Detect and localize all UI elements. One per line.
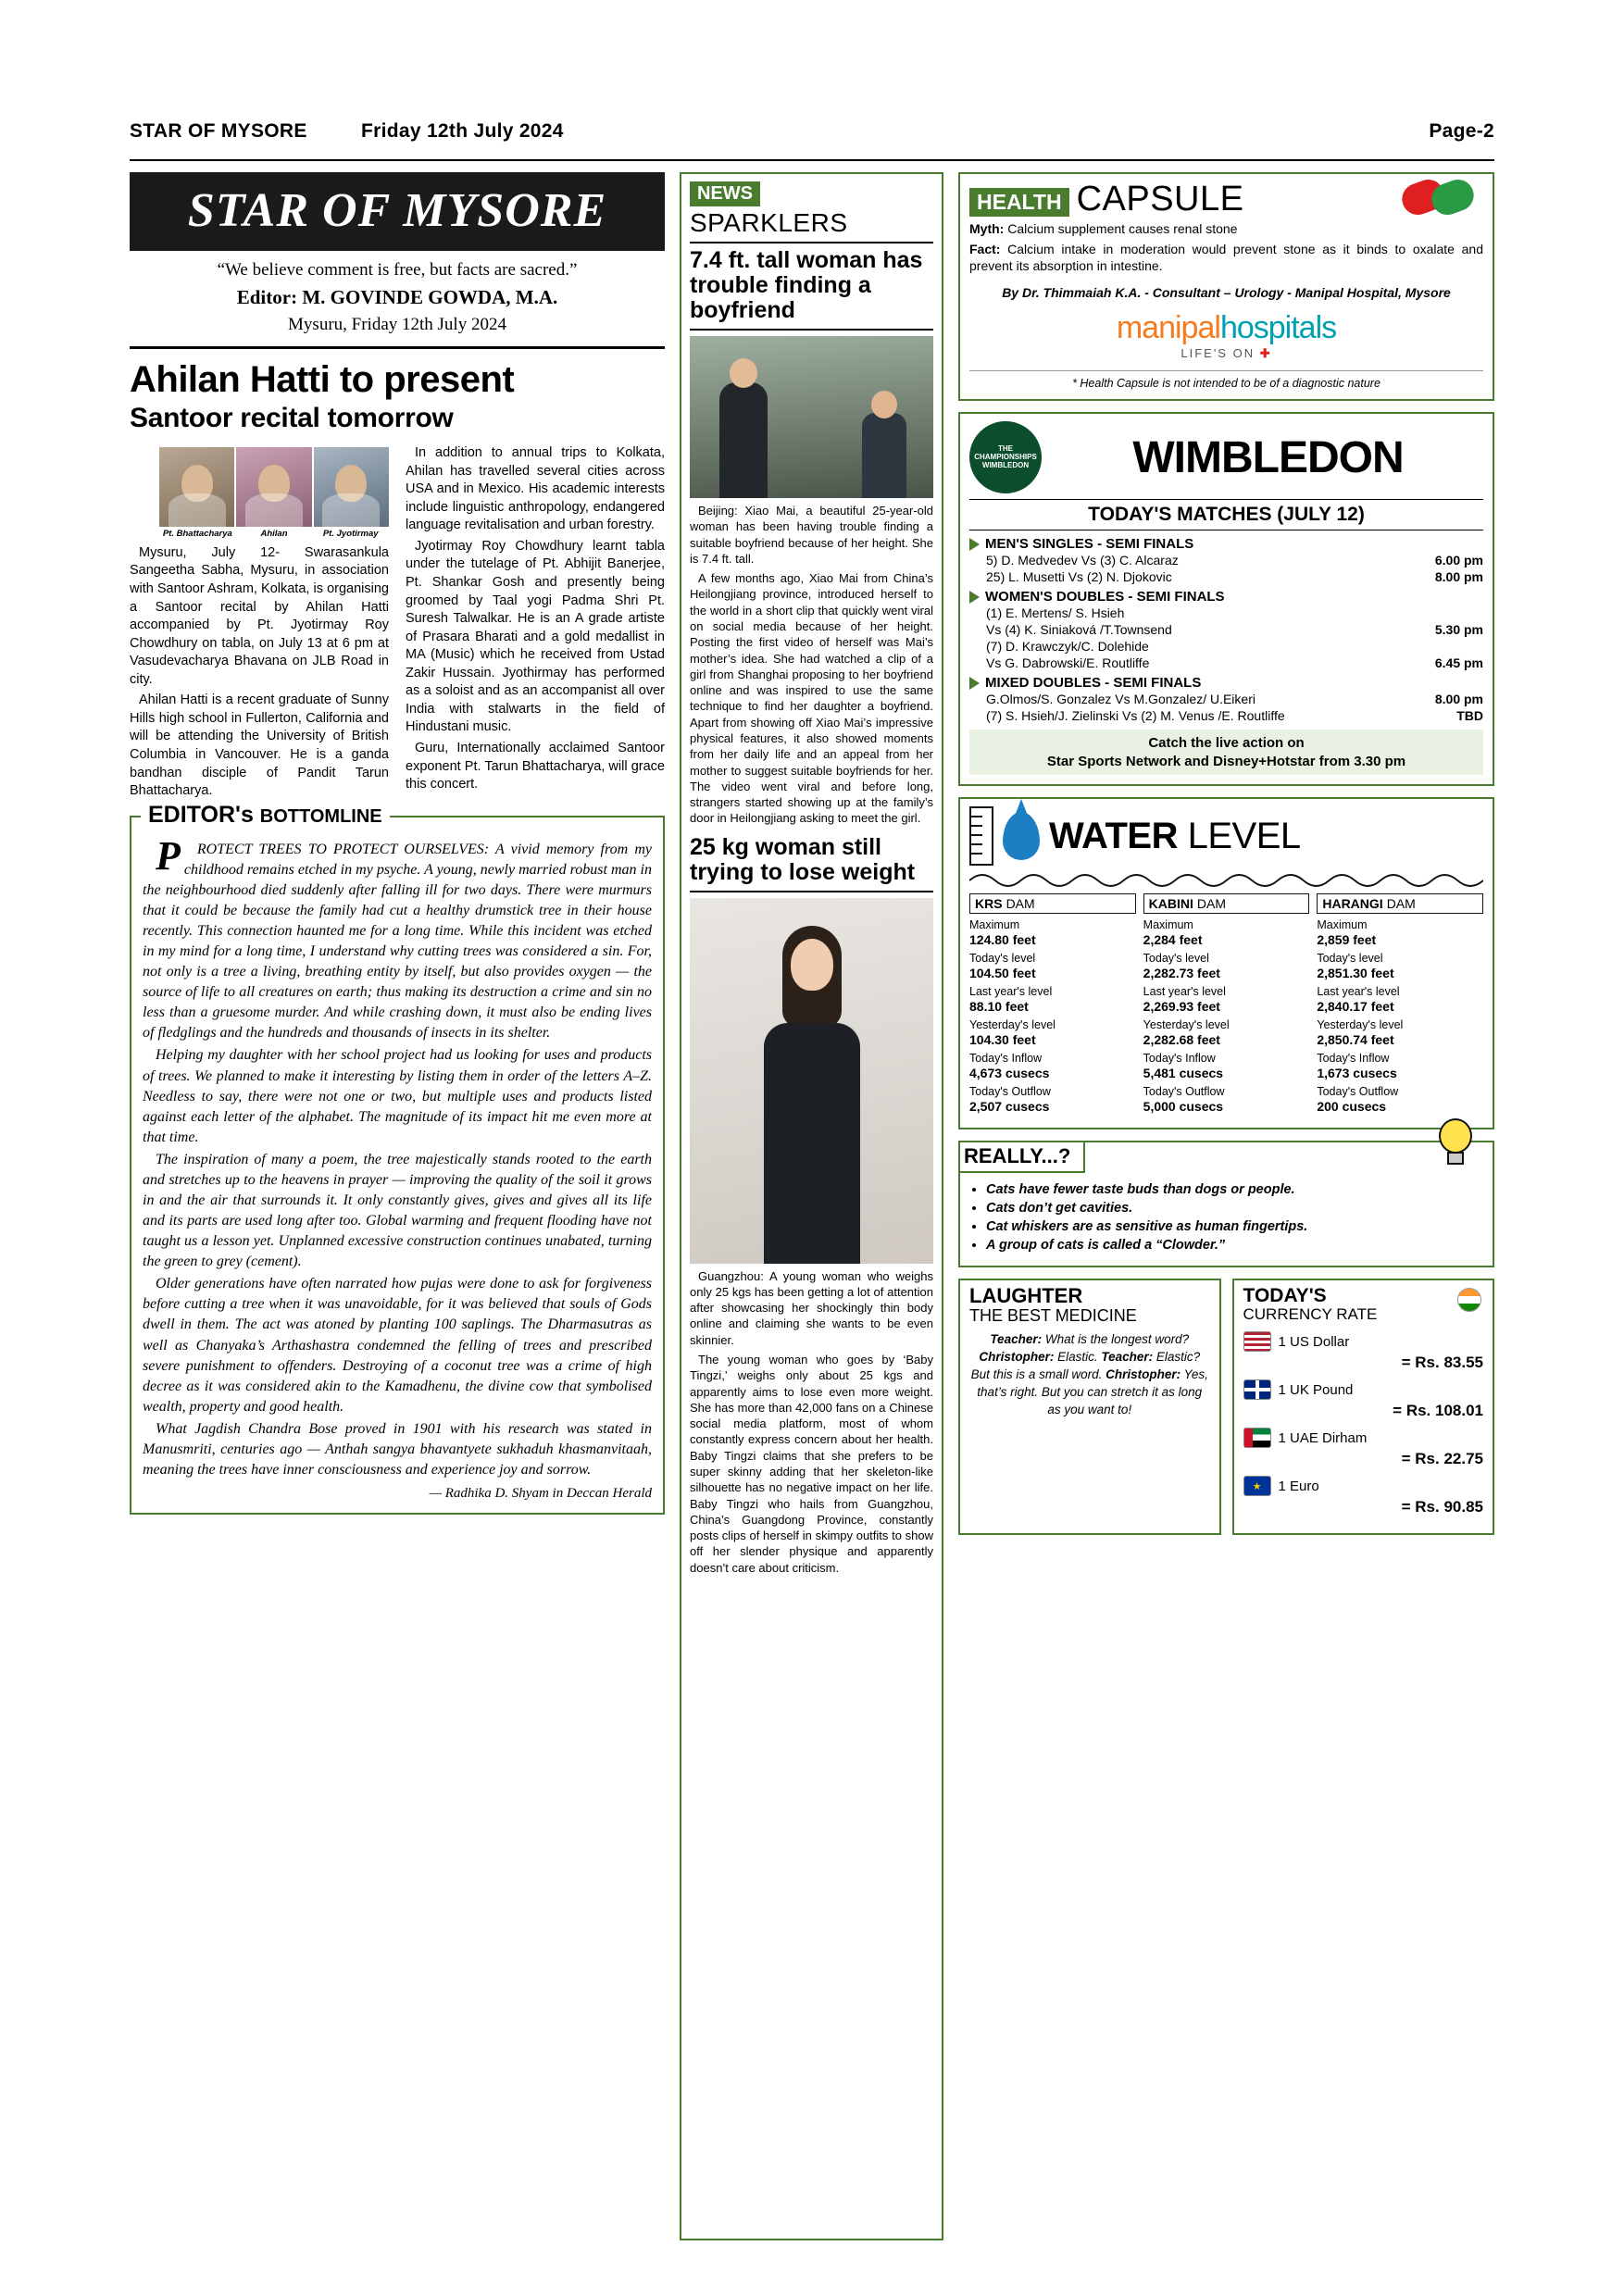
really-panel xyxy=(958,1141,1494,1267)
news-sparklers-subtitle: SPARKLERS xyxy=(690,208,848,237)
joke-speaker: Teacher: xyxy=(990,1332,1043,1347)
dam-label: Today's level xyxy=(1143,952,1209,966)
joke-line: Yes, that’s right. But you can stretch it as long as you want to! xyxy=(977,1367,1208,1417)
lead-photo-captions xyxy=(159,529,389,541)
dam-value: 2,269.93 feet xyxy=(1143,999,1220,1015)
currency-value: = Rs. 22.75 xyxy=(1401,1450,1483,1468)
dam-value: 2,850.74 feet xyxy=(1317,1032,1394,1048)
dam-name-light: DAM xyxy=(1006,896,1035,912)
photo-caption: Ahilan xyxy=(260,529,288,539)
currency-row xyxy=(1243,1428,1484,1448)
bottomline-paragraph: Helping my daughter with her school project had us looking for uses and products of trees. We planned to make it interesting by listing them in order of the letters A–Z. Needless to say, there were not one or two, but multiple uses and products listed against each letter of the alphabet. The magnitude of its impact hit me even more at that time. xyxy=(143,1047,652,1145)
sparkler-paragraph: Guangzhou: A young woman who weighs only 25 kgs has been getting a lot of attention after showcasing her shockingly thin body online and claiming she wants to be even skinnier. xyxy=(690,1268,933,1347)
column-right xyxy=(958,172,1494,2240)
joke-text xyxy=(969,1331,1210,1418)
dam-label: Today's Inflow xyxy=(969,1052,1043,1066)
dam-card xyxy=(1317,893,1483,1118)
wimbledon-footer-line: Catch the live action on xyxy=(1148,735,1305,752)
match-row xyxy=(969,691,1483,707)
wimbledon-logo-icon: THE CHAMPIONSHIPS WIMBLEDON xyxy=(969,421,1042,493)
sparkler-story-1-body xyxy=(690,503,933,827)
really-item: • Cats don’t get cavities. xyxy=(986,1201,1483,1216)
photo-caption: Pt. Jyotirmay xyxy=(322,529,379,539)
joke-line: Elastic. xyxy=(1054,1350,1098,1365)
masthead-divider xyxy=(130,346,665,349)
pill-capsule-icon xyxy=(1402,180,1483,217)
wimbledon-section xyxy=(969,675,1483,724)
lead-photo-group xyxy=(159,447,389,541)
wimbledon-footer-line: Star Sports Network and Disney+Hotstar from 3.30 pm xyxy=(1046,753,1406,769)
header-divider xyxy=(130,159,1494,161)
bottomline-title xyxy=(141,802,390,829)
currency-value: = Rs. 83.55 xyxy=(1401,1354,1483,1372)
logo-tagline: LIFE'S ON xyxy=(1181,346,1255,361)
health-byline: By Dr. Thimmaiah K.A. - Consultant – Urology - Manipal Hospital, Mysore xyxy=(1002,284,1451,300)
health-capsule-header xyxy=(969,180,1483,217)
wimbledon-today-heading: TODAY'S MATCHES (JULY 12) xyxy=(969,499,1483,530)
dam-value: 104.30 feet xyxy=(969,1032,1036,1048)
health-capsule-panel xyxy=(958,172,1494,401)
dam-label: Today's Outflow xyxy=(1143,1085,1225,1099)
match-text: 25) L. Musetti Vs (2) N. Djokovic xyxy=(986,569,1172,585)
match-text: G.Olmos/S. Gonzalez Vs M.Gonzalez/ U.Eikeri xyxy=(986,692,1255,707)
bottomline-title-bold: EDITOR's xyxy=(148,801,254,828)
dam-card xyxy=(969,893,1136,1118)
dam-value: 1,673 cusecs xyxy=(1317,1066,1397,1081)
editors-bottomline xyxy=(130,801,665,1515)
dam-card xyxy=(1143,893,1310,1118)
lead-paragraph: In addition to annual trips to Kolkata, Ahilan has travelled several cities across USA and in Mexico. His academic interests include linguistic anthropology, endangered language revitalisation and urban forestry. xyxy=(406,445,665,533)
dam-label: Today's Outflow xyxy=(1317,1085,1399,1099)
match-row xyxy=(969,638,1483,655)
match-time: 8.00 pm xyxy=(1434,692,1483,707)
dam-label: Last year's level xyxy=(1317,985,1400,999)
water-drop-icon xyxy=(1003,812,1040,860)
laughter-subtitle: THE BEST MEDICINE xyxy=(969,1306,1137,1326)
lead-body xyxy=(130,444,665,801)
health-fact xyxy=(969,241,1483,274)
dam-list xyxy=(969,893,1483,1118)
really-list xyxy=(986,1182,1483,1253)
dam-name-bold: KRS xyxy=(975,896,1003,912)
water-level-panel xyxy=(958,797,1494,1129)
currency-row xyxy=(1243,1476,1484,1496)
health-fact-label: Fact: xyxy=(969,242,1001,257)
eu-flag-icon xyxy=(1243,1476,1271,1496)
match-time: 5.30 pm xyxy=(1434,622,1483,638)
laughter-panel xyxy=(958,1279,1221,1535)
wimbledon-section-title xyxy=(969,675,1483,691)
dam-name xyxy=(969,893,1136,914)
medical-cross-icon: ✚ xyxy=(1259,346,1272,361)
laughter-title: LAUGHTER xyxy=(969,1284,1083,1308)
content-columns xyxy=(130,172,1494,2240)
lead-paragraph: Guru, Internationally acclaimed Santoor exponent Pt. Tarun Bhattacharya, will grace this concert. xyxy=(406,741,665,792)
portrait-photo xyxy=(314,447,389,527)
dam-value: 88.10 feet xyxy=(969,999,1029,1015)
joke-speaker: Christopher: xyxy=(979,1350,1055,1365)
match-text: Vs G. Dabrowski/E. Routliffe xyxy=(986,655,1150,671)
dam-value: 2,282.73 feet xyxy=(1143,966,1220,981)
bottomline-body xyxy=(143,832,652,1504)
section-label: MIXED DOUBLES - SEMI FINALS xyxy=(985,675,1202,692)
lead-headline: Ahilan Hatti to present xyxy=(130,359,515,400)
sparkler-paragraph: The young woman who goes by ‘Baby Tingzi,’ weighs only about 25 kgs and apparently aims to lose even more weight. She has more than 42,000 fans on a Chinese social media platform, most of whom constantly express concern about her health. Baby Tingzi claims that she prefers to be super skinny adding that her skeleton-like silhouette has no negative impact on her life. Baby Tingzi who hails from Guangzhou, China’s Guangdong Province, constantly posts clips of herself in skimpy outfits to show off her slender physique and apparently doesn’t care about criticism. xyxy=(690,1353,933,1575)
sparkler-paragraph: Beijing: Xiao Mai, a beautiful 25-year-old woman has been having trouble finding a suitable boyfriend because of her height. She is 7.4 ft. tall. xyxy=(690,504,933,566)
match-text: Vs (4) K. Siniaková /T.Townsend xyxy=(986,622,1172,638)
masthead-place: Mysuru, Friday 12th July 2024 xyxy=(288,315,506,334)
column-left xyxy=(130,172,665,2240)
sparkler-story-2-body xyxy=(690,1268,933,1576)
dam-value: 2,507 cusecs xyxy=(969,1099,1050,1115)
water-level-header xyxy=(969,806,1483,866)
arrow-icon xyxy=(969,538,980,551)
page-header xyxy=(130,120,1494,143)
match-text: 5) D. Medvedev Vs (3) C. Alcaraz xyxy=(986,553,1179,568)
section-label: MEN'S SINGLES - SEMI FINALS xyxy=(985,536,1194,553)
dam-name xyxy=(1143,893,1310,914)
wimbledon-section-title xyxy=(969,589,1483,605)
measuring-scale-icon xyxy=(969,806,993,866)
wave-decoration xyxy=(969,867,1483,888)
really-item: • Cats have fewer taste buds than dogs or people. xyxy=(986,1182,1483,1197)
dam-label: Last year's level xyxy=(1143,985,1226,999)
masthead xyxy=(130,172,665,251)
lead-paragraph: Mysuru, July 12- Swarasankula Sangeetha Sabha, Mysuru, in association with Santoor Ashram, Kolkata, is organising a Santoor recital by Ahilan Hatti accompanied by Pt. Jyotirmay Roy Chowdhury on tabla, on July 13 at 6 pm at Vasudevacharya Bhavana on JLB Road in city. xyxy=(130,544,389,687)
masthead-title: STAR OF MYSORE xyxy=(187,184,607,237)
joke-line: What is the longest word? xyxy=(1042,1332,1190,1347)
match-text: (7) S. Hsieh/J. Zielinski Vs (2) M. Venus /E. Routliffe xyxy=(986,708,1285,724)
bottomline-paragraph: What Jagdish Chandra Bose proved in 1901 with his research was stated in Manusmriti, centuries ago — Anthah sangya bhavantyete sukhaduh khasmanvitaah, meaning the trees have inner consciousness and experience joy and sorrow. xyxy=(143,1420,652,1479)
currency-row xyxy=(1243,1379,1484,1400)
match-time xyxy=(1417,639,1483,654)
arrow-icon xyxy=(969,677,980,690)
joke-speaker: Teacher: xyxy=(1101,1350,1154,1365)
column-middle xyxy=(680,172,943,2240)
health-disclaimer: * Health Capsule is not intended to be of a diagnostic nature xyxy=(969,370,1483,390)
currency-name: 1 UAE Dirham xyxy=(1278,1429,1368,1446)
header-paper-name: STAR OF MYSORE xyxy=(130,120,307,142)
currency-title: TODAY'S xyxy=(1243,1285,1327,1307)
dam-label: Yesterday's level xyxy=(1317,1018,1404,1032)
health-myth-text: Calcium supplement causes renal stone xyxy=(1007,221,1238,236)
currency-value: = Rs. 90.85 xyxy=(1401,1498,1483,1516)
match-row xyxy=(969,655,1483,671)
dam-label: Today's Inflow xyxy=(1143,1052,1216,1066)
bottomline-paragraph: The inspiration of many a poem, the tree majestically stands rooted to the earth and stretches up to the heavens in prayer — improving the quality of the soil it grows in and the air that surrounds it. It only constantly gives, gives and gives all its life and its parts are used long after too. Global warming and frequent flooding have not taught us a lesson yet. Unplanned excessive construction continues unabated, turning the green to grey (cement). xyxy=(143,1151,652,1270)
health-myth-label: Myth: xyxy=(969,221,1005,236)
news-sparklers-panel xyxy=(680,172,943,2240)
currency-row xyxy=(1243,1331,1484,1352)
wimbledon-panel xyxy=(958,412,1494,786)
dam-name xyxy=(1317,893,1483,914)
dam-value: 5,000 cusecs xyxy=(1143,1099,1224,1115)
dam-value: 2,282.68 feet xyxy=(1143,1032,1220,1048)
uk-flag-icon xyxy=(1243,1379,1271,1400)
logo-text-hospitals: hospitals xyxy=(1219,310,1337,346)
dam-label: Today's Outflow xyxy=(969,1085,1051,1099)
dam-label: Yesterday's level xyxy=(969,1018,1056,1032)
sparkler-paragraph: A few months ago, Xiao Mai from China’s Heilongjiang province, introduced herself to the world in a short clip that quickly went viral on social media because of her height. Posting the first video of herself was Mai’s mother’s idea. She had watched a clip of a girl from Shanghai proposing to her boyfriend online and was inspired to use the same technique to find her daughter a boyfriend. Apart from showing off Xiao Mai’s impressive physical features, it also showed moments from her daily life and an appeal from her mother to suggest suitable boyfriends for her. The video went viral and before long, strangers started showing up at the family’s door in Heilongjiang asking to meet the girl. xyxy=(690,571,933,826)
health-myth xyxy=(969,220,1483,237)
wimbledon-section xyxy=(969,536,1483,585)
health-fact-text: Calcium intake in moderation would prevent stone as it binds to oxalate and prevent its absorption in intestine. xyxy=(969,242,1483,274)
dam-label: Today's level xyxy=(1317,952,1383,966)
lead-subhead: Santoor recital tomorrow xyxy=(130,403,454,433)
masthead-editor: Editor: M. GOVINDE GOWDA, M.A. xyxy=(236,286,558,308)
bottomline-paragraph: Older generations have often narrated how pujas were done to ask for forgiveness before cutting a tree when it was unavoidable, for it was believed that souls of Gods dwell in them. The act was atoned by planting 100 saplings. The Dharmasutras as well as Chanyaka’s Arthashastra condemned the felling of trees and prescribed severe punishment to offenders. Destroying of a coconut tree was a crime of high decree as it was considered akin to the Kamadhenu, the divine cow that symbolised wealth, property and good health. xyxy=(143,1276,652,1415)
bottom-panels xyxy=(958,1279,1494,1535)
wimbledon-title: WIMBLEDON xyxy=(1132,432,1404,482)
match-time: 6.00 pm xyxy=(1434,553,1483,568)
dam-value: 2,859 feet xyxy=(1317,932,1377,948)
dam-label: Yesterday's level xyxy=(1143,1018,1230,1032)
dam-name-light: DAM xyxy=(1196,896,1227,912)
us-flag-icon xyxy=(1243,1331,1271,1352)
dam-name-bold: KABINI xyxy=(1148,896,1193,912)
dam-label: Today's level xyxy=(969,952,1036,966)
arrow-icon xyxy=(969,591,980,604)
portrait-photo xyxy=(236,447,311,527)
bottomline-paragraph: PROTECT TREES TO PROTECT OURSELVES: A vivid memory from my childhood remains etched in my psyche. A young, newly married robust man in the neighbourhood died suddenly after falling ill for two days. There were murmurs that it could be because the family had cut a healthy drumstick tree in their house recently. This connection haunted me for a long time. While this incident was etched in my mind for a long time, I understand why cutting trees was considered a sin. For, not only is a tree a living, breathing entity by itself, but also provides oxygen — the source of life to all creatures on earth; thus making its destruction a crime and sin no less than a gruesome murder. And while crashing down, it must also be ending lives of fledglings and the hundreds and thousands of insects in its shelter. xyxy=(143,832,652,1042)
health-tab: HEALTH xyxy=(969,188,1069,217)
currency-value: = Rs. 108.01 xyxy=(1393,1402,1483,1420)
dam-value: 2,284 feet xyxy=(1143,932,1203,948)
currency-panel xyxy=(1232,1279,1495,1535)
dam-value: 4,673 cusecs xyxy=(969,1066,1050,1081)
masthead-motto: “We believe comment is free, but facts are sacred.” xyxy=(217,260,578,280)
section-label: WOMEN'S DOUBLES - SEMI FINALS xyxy=(985,589,1225,605)
dam-label: Maximum xyxy=(1143,918,1193,932)
currency-name: 1 Euro xyxy=(1278,1478,1319,1494)
bottomline-signature: — Radhika D. Shyam in Deccan Herald xyxy=(429,1486,652,1502)
match-time: 6.45 pm xyxy=(1434,655,1483,671)
dam-label: Today's Inflow xyxy=(1317,1052,1390,1066)
sparkler-story-1-title: 7.4 ft. tall woman has trouble finding a boyfriend xyxy=(690,242,933,331)
dam-value: 200 cusecs xyxy=(1317,1099,1387,1115)
dam-label: Last year's level xyxy=(969,985,1053,999)
dam-value: 5,481 cusecs xyxy=(1143,1066,1224,1081)
lightbulb-icon xyxy=(1431,1118,1480,1176)
wimbledon-section-title xyxy=(969,536,1483,552)
dam-name-bold: HARANGI xyxy=(1322,896,1383,912)
match-time: TBD xyxy=(1456,708,1483,724)
dam-value: 124.80 feet xyxy=(969,932,1036,948)
really-item: • A group of cats is called a “Clowder.” xyxy=(986,1238,1483,1253)
really-item: • Cat whiskers are as sensitive as human fingertips. xyxy=(986,1219,1483,1234)
wimbledon-section xyxy=(969,589,1483,671)
joke-line: Elastic? But this is a small word. xyxy=(970,1350,1201,1382)
lead-paragraph: Ahilan Hatti is a recent graduate of Sunny Hills high school in Fullerton, California and will be attending the University of British Columbia in Vancouver. He is a ganda bandhan disciple of Pandit Tarun Bhattacharya. xyxy=(130,693,389,799)
match-row xyxy=(969,707,1483,724)
wimbledon-header xyxy=(969,421,1483,493)
photo-caption: Pt. Bhattacharya xyxy=(162,529,232,539)
match-text: (1) E. Mertens/ S. Hsieh xyxy=(986,605,1125,621)
really-title: REALLY...? xyxy=(960,1142,1085,1173)
match-row xyxy=(969,568,1483,585)
lead-photo-strip xyxy=(159,447,389,527)
manipal-hospitals-logo xyxy=(969,310,1483,361)
dam-label: Maximum xyxy=(1317,918,1368,932)
currency-subtitle: CURRENCY RATE xyxy=(1243,1305,1378,1324)
bottomline-title-light: BOTTOMLINE xyxy=(259,805,382,827)
water-title-light: LEVEL xyxy=(1187,815,1301,856)
logo-text-manipal: manipal xyxy=(1116,310,1220,346)
wimbledon-footer xyxy=(969,730,1483,775)
match-row xyxy=(969,605,1483,621)
match-time xyxy=(1417,605,1483,620)
health-capsule-title: CAPSULE xyxy=(1076,180,1244,218)
water-title-bold: WATER xyxy=(1049,815,1178,856)
currency-name: 1 US Dollar xyxy=(1278,1333,1350,1350)
sparkler-story-2-title: 25 kg woman still trying to lose weight xyxy=(690,830,933,892)
dam-label: Maximum xyxy=(969,918,1020,932)
water-level-title xyxy=(1049,816,1301,857)
match-text: (7) D. Krawczyk/C. Dolehide xyxy=(986,639,1149,655)
match-time: 8.00 pm xyxy=(1434,569,1483,585)
dam-value: 2,851.30 feet xyxy=(1317,966,1394,981)
dam-name-light: DAM xyxy=(1386,896,1416,912)
header-page-number: Page-2 xyxy=(1429,120,1494,142)
sparkler-story-2-photo xyxy=(690,898,933,1264)
dam-value: 104.50 feet xyxy=(969,966,1036,981)
joke-speaker: Christopher: xyxy=(1106,1367,1181,1382)
news-sparklers-tab: NEWS xyxy=(690,181,760,206)
portrait-photo xyxy=(159,447,234,527)
match-row xyxy=(969,621,1483,638)
sparkler-story-1-photo xyxy=(690,336,933,498)
header-date: Friday 12th July 2024 xyxy=(361,120,564,142)
match-row xyxy=(969,552,1483,568)
currency-name: 1 UK Pound xyxy=(1278,1381,1354,1398)
lead-paragraph: Jyotirmay Roy Chowdhury learnt tabla under the tutelage of Pt. Abhijit Banerjee, Pt. Shankar Gosh and presently being groomed by Taal yogi Padma Shri Pt. Suresh Talwalkar. He is an A grade artiste of Prasara Bharati and a gold medallist in MA (Music) which he received from Ustad Zakir Hussain. Jyothirmay has performed as a soloist and as an accompanist all over India with stalwarts in the field of Hindustani music. xyxy=(406,538,665,735)
dam-value: 2,840.17 feet xyxy=(1317,999,1394,1015)
uae-flag-icon xyxy=(1243,1428,1271,1448)
